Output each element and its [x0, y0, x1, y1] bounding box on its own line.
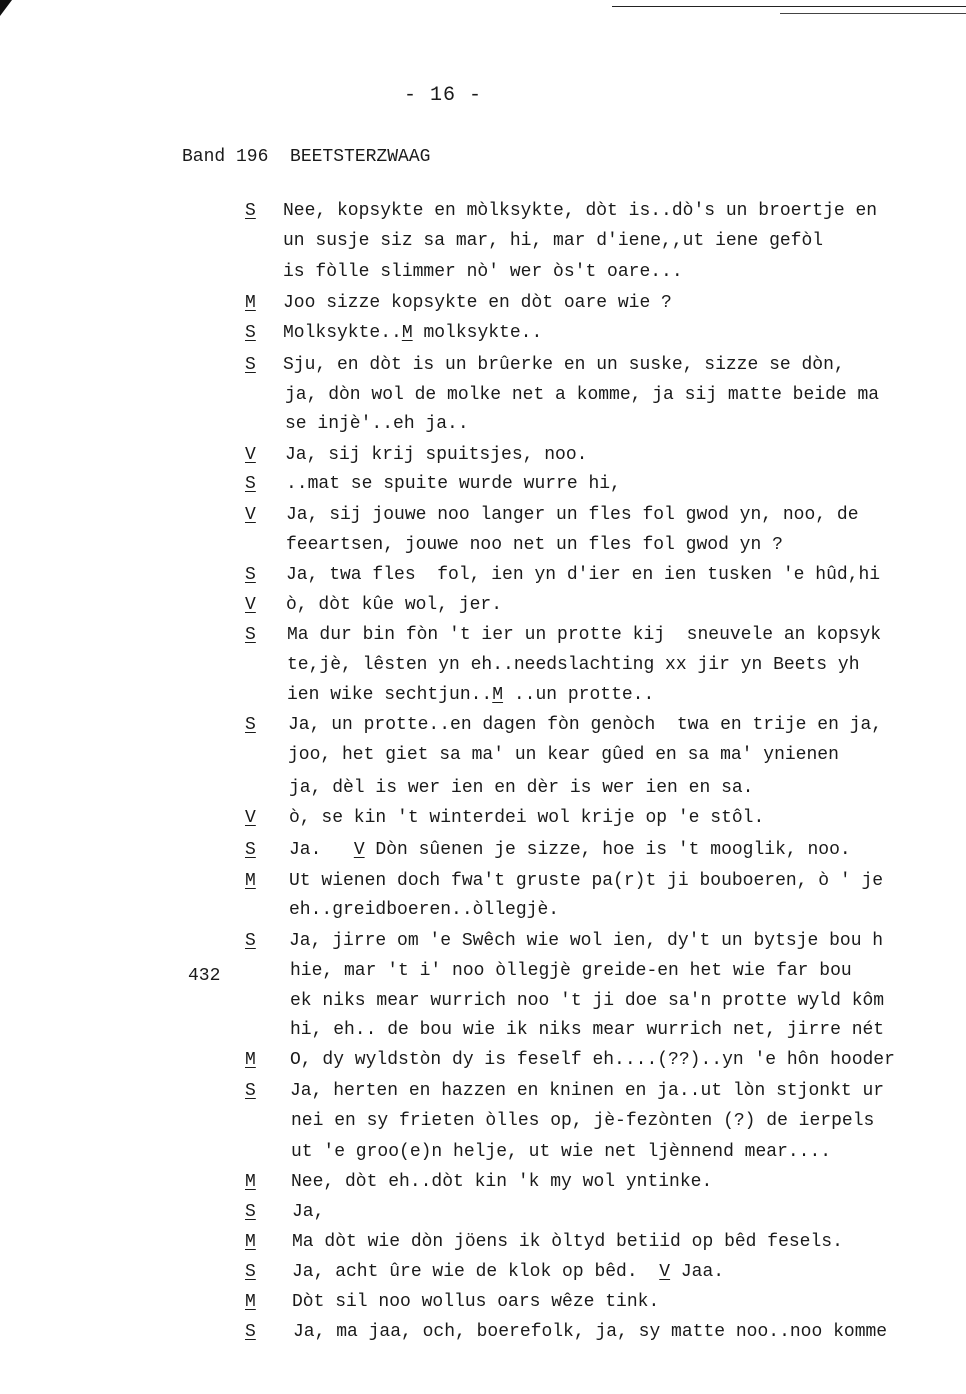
utterance-text [285, 445, 587, 465]
utterance-segment: ek niks mear wurrich noo 't ji doe sa'n protte wyld kôm [290, 991, 885, 1011]
transcript-line [0, 1142, 966, 1172]
utterance-segment: Sju, en dòt is un brûerke en un suske, sizze se dòn, [283, 355, 845, 375]
utterance-segment: ien wike sechtjun.. [287, 685, 493, 705]
utterance-segment: eh..greidboeren..òllegjè. [289, 900, 560, 920]
utterance-text [286, 474, 621, 494]
utterance-segment: Ja, herten en hazzen en kninen en ja..ut lòn stjonkt ur [290, 1081, 885, 1101]
utterance-text [293, 1322, 887, 1342]
utterance-text [289, 900, 559, 920]
inline-speaker-label: V [659, 1262, 671, 1282]
transcript-line [0, 900, 966, 930]
speaker-label: S [245, 715, 256, 735]
utterance-segment: Ja. [289, 840, 354, 860]
top-rule-secondary [780, 13, 966, 14]
transcript-line [0, 505, 966, 535]
utterance-segment: Dòt sil noo wollus oars wêze tink. [292, 1292, 660, 1312]
utterance-text [288, 745, 839, 765]
utterance-segment: Ja, ma jaa, och, boerefolk, ja, sy matte noo..noo komme [293, 1322, 888, 1342]
utterance-segment: Ja, un protte..en dagen fòn genòch twa en trije en ja, [288, 715, 883, 735]
utterance-segment: te,jè, lêsten yn eh..needslachting xx jir yn Beets yh [287, 655, 860, 675]
speaker-label: M [245, 293, 256, 313]
utterance-text [285, 385, 879, 405]
utterance-text [287, 685, 654, 705]
transcript-line [0, 745, 966, 775]
utterance-text [283, 201, 877, 221]
utterance-segment: molksykte.. [412, 323, 543, 343]
transcript-line [0, 808, 966, 838]
utterance-text [290, 1050, 895, 1070]
speaker-label: V [245, 595, 256, 615]
utterance-segment: se injè'..eh ja.. [285, 414, 469, 434]
transcript-line [0, 414, 966, 444]
corner-mark [0, 0, 12, 16]
speaker-label: M [245, 1292, 256, 1312]
speaker-label: S [245, 1262, 256, 1282]
utterance-segment: Dòn sûenen je sizze, hoe is 't mooglik, noo. [364, 840, 851, 860]
speaker-label: V [245, 808, 256, 828]
utterance-text [289, 808, 764, 828]
transcript-line [0, 1020, 966, 1050]
utterance-text [292, 1292, 659, 1312]
tape-header: Band 196 BEETSTERZWAAG [182, 147, 431, 167]
transcript-line [0, 1050, 966, 1080]
utterance-text [286, 565, 880, 585]
speaker-label: S [245, 565, 256, 585]
transcript-line [0, 595, 966, 625]
speaker-label: M [245, 871, 256, 891]
utterance-segment: joo, het giet sa ma' un kear gûed en sa ma' ynienen [288, 745, 839, 765]
utterance-text [290, 1081, 884, 1101]
inline-speaker-label: M [401, 323, 413, 343]
speaker-label: S [245, 1322, 256, 1342]
utterance-segment: ò, se kin 't winterdei wol krije op 'e stôl. [289, 808, 765, 828]
utterance-segment: ut 'e groo(e)n helje, ut wie net ljènnend mear.... [291, 1142, 832, 1162]
transcript-line [0, 715, 966, 745]
transcript-line [0, 231, 966, 261]
speaker-label: S [245, 474, 256, 494]
transcript-line [0, 871, 966, 901]
utterance-segment: hie, mar 't i' noo òllegjè greide-en het wie far bou [290, 961, 852, 981]
utterance-text [286, 535, 783, 555]
utterance-text [290, 961, 852, 981]
transcript-line [0, 991, 966, 1021]
utterance-text [289, 931, 883, 951]
utterance-segment: Ma dòt wie dòn jöens ik òltyd betiid op bêd fesels. [292, 1232, 843, 1252]
page-number: - 16 - [404, 84, 483, 107]
utterance-segment: Jaa. [670, 1262, 725, 1282]
utterance-text [289, 840, 851, 860]
utterance-text [287, 625, 881, 645]
transcript-line [0, 355, 966, 385]
transcript-line [0, 961, 966, 991]
speaker-label: M [245, 1232, 256, 1252]
speaker-label: S [245, 1202, 256, 1222]
inline-speaker-label: V [353, 840, 365, 860]
utterance-segment: Nee, dòt eh..dòt kin 'k my wol yntinke. [291, 1172, 713, 1192]
transcript-line [0, 323, 966, 353]
speaker-label: S [245, 1081, 256, 1101]
transcript-line [0, 1322, 966, 1352]
speaker-label: S [245, 840, 256, 860]
utterance-text [286, 595, 502, 615]
utterance-text [292, 1202, 324, 1222]
utterance-text [291, 1111, 874, 1131]
utterance-text [289, 871, 883, 891]
utterance-segment: Ja, sij jouwe noo langer un fles fol gwod yn, noo, de [286, 505, 859, 525]
utterance-text [287, 655, 860, 675]
utterance-segment: Joo sizze kopsykte en dòt oare wie ? [283, 293, 672, 313]
margin-number: 432 [188, 966, 221, 986]
transcript-line [0, 778, 966, 808]
speaker-label: M [245, 1050, 256, 1070]
transcript-line [0, 385, 966, 415]
transcript-line [0, 1172, 966, 1202]
utterance-text [292, 1262, 724, 1282]
top-rule [612, 6, 966, 7]
transcript-line [0, 201, 966, 231]
utterance-segment: feeartsen, jouwe noo net un fles fol gwod yn ? [286, 535, 783, 555]
transcript-line [0, 1262, 966, 1292]
utterance-segment: Molksykte.. [283, 323, 402, 343]
utterance-text [286, 505, 859, 525]
speaker-label: S [245, 625, 256, 645]
utterance-segment: hi, eh.. de bou wie ik niks mear wurrich net, jirre nét [290, 1020, 885, 1040]
utterance-text [292, 1232, 843, 1252]
utterance-text [291, 1172, 712, 1192]
transcript-line [0, 535, 966, 565]
speaker-label: S [245, 931, 256, 951]
speaker-label: V [245, 445, 256, 465]
transcript-line [0, 840, 966, 870]
utterance-segment: Ut wienen doch fwa't gruste pa(r)t ji bouboeren, ò ' je [289, 871, 884, 891]
utterance-segment: Ja, [292, 1202, 325, 1222]
utterance-text [290, 991, 884, 1011]
speaker-label: S [245, 355, 256, 375]
transcript-line [0, 565, 966, 595]
speaker-label: M [245, 1172, 256, 1192]
utterance-segment: ..mat se spuite wurde wurre hi, [286, 474, 621, 494]
utterance-segment: ò, dòt kûe wol, jer. [286, 595, 503, 615]
utterance-segment: O, dy wyldstòn dy is feself eh....(??)..yn 'e hôn hooder [290, 1050, 895, 1070]
utterance-text [283, 355, 845, 375]
utterance-text [291, 1142, 831, 1162]
speaker-label: S [245, 201, 256, 221]
transcript-line [0, 1292, 966, 1322]
utterance-segment: un susje siz sa mar, hi, mar d'iene,,ut iene gefòl [283, 231, 824, 251]
transcript-line [0, 1232, 966, 1262]
utterance-segment: ja, dòn wol de molke net a komme, ja sij matte beide ma [285, 385, 880, 405]
utterance-segment: is fòlle slimmer nò' wer òs't oare... [283, 262, 683, 282]
inline-speaker-label: M [492, 685, 504, 705]
utterance-text [283, 323, 542, 343]
transcript-line [0, 685, 966, 715]
utterance-segment: Ja, twa fles fol, ien yn d'ier en ien tusken 'e hûd,hi [286, 565, 881, 585]
utterance-segment: ja, dèl is wer ien en dèr is wer ien en sa. [289, 778, 754, 798]
utterance-segment: Ja, sij krij spuitsjes, noo. [285, 445, 588, 465]
transcript-line [0, 625, 966, 655]
utterance-segment: ..un protte.. [503, 685, 655, 705]
utterance-segment: Nee, kopsykte en mòlksykte, dòt is..dò's un broertje en [283, 201, 878, 221]
transcript-line [0, 293, 966, 323]
utterance-segment: Ma dur bin fòn 't ier un protte kij sneuvele an kopsyk [287, 625, 882, 645]
transcript-line [0, 655, 966, 685]
utterance-text [283, 293, 672, 313]
transcript-line [0, 262, 966, 292]
utterance-text [285, 414, 469, 434]
utterance-text [288, 715, 882, 735]
utterance-text [283, 262, 683, 282]
transcript-line [0, 1111, 966, 1141]
utterance-text [290, 1020, 884, 1040]
transcript-line [0, 931, 966, 961]
utterance-segment: nei en sy frieten òlles op, jè-fezònten (?) de ierpels [291, 1111, 875, 1131]
utterance-text [289, 778, 753, 798]
utterance-segment: Ja, acht ûre wie de klok op bêd. [292, 1262, 660, 1282]
speaker-label: S [245, 323, 256, 343]
transcript-line [0, 445, 966, 475]
transcript-line [0, 1202, 966, 1232]
speaker-label: V [245, 505, 256, 525]
transcript-line [0, 1081, 966, 1111]
utterance-text [283, 231, 823, 251]
transcript-line [0, 474, 966, 504]
utterance-segment: Ja, jirre om 'e Swêch wie wol ien, dy't un bytsje bou h [289, 931, 884, 951]
